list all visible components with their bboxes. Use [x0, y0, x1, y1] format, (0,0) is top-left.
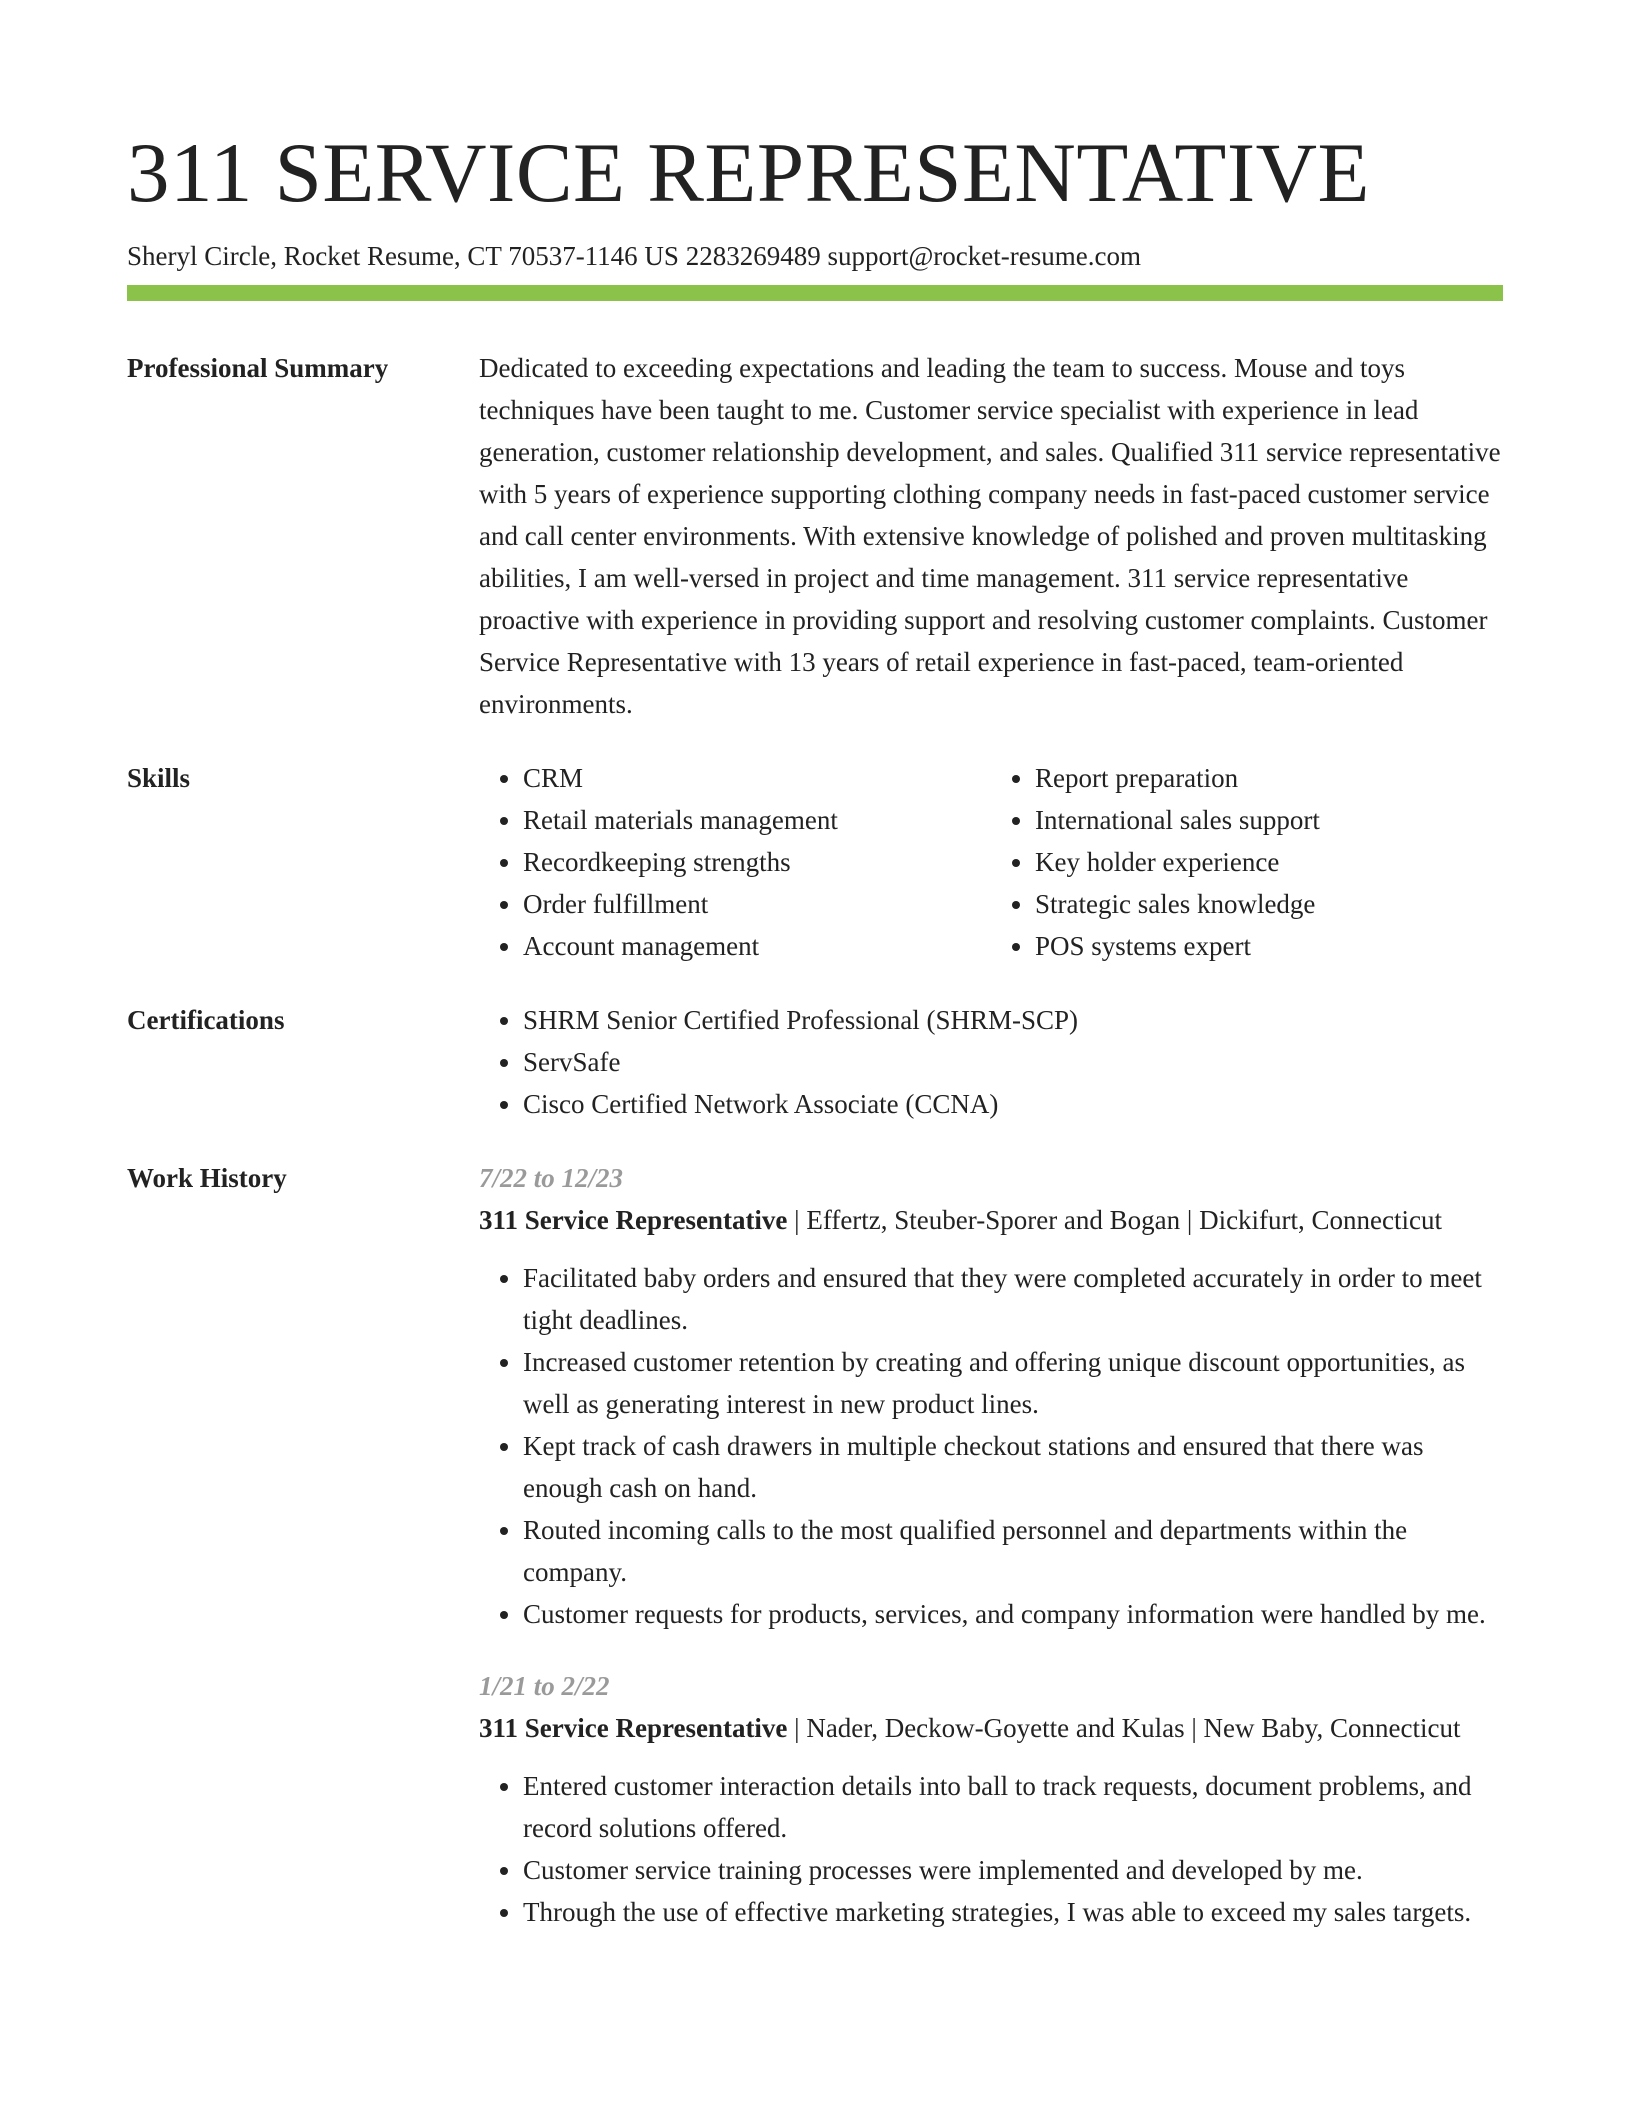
section-label-work-history: Work History [127, 1163, 287, 1193]
resume-title: 311 SERVICE REPRESENTATIVE [127, 126, 1370, 220]
job-heading [479, 1707, 1503, 1749]
job-bullet: • Customer requests for products, services, and company information were handled by me. [523, 1593, 1503, 1635]
section-label-summary: Professional Summary [127, 353, 389, 383]
skill-item: • Strategic sales knowledge [1035, 883, 1503, 925]
job-bullet: • Customer service training processes were implemented and developed by me. [523, 1849, 1503, 1891]
job-title: 311 Service Representative [479, 1713, 788, 1743]
job-dates: 7/22 to 12/23 [479, 1163, 624, 1193]
resume-header [127, 118, 1503, 274]
job-bullet: • Routed incoming calls to the most qualified personnel and departments within the company. [523, 1509, 1503, 1593]
certifications-content [479, 999, 1503, 1125]
certification-item: • SHRM Senior Certified Professional (SHRM-SCP) [523, 999, 1503, 1041]
job-employer-location: | Effertz, Steuber-Sporer and Bogan | Dickifurt, Connecticut [787, 1205, 1443, 1235]
accent-divider [127, 285, 1503, 301]
job-bullets [479, 1765, 1503, 1933]
job-entry [479, 1665, 1503, 1933]
job-heading [479, 1199, 1503, 1241]
job-employer-location: | Nader, Deckow-Goyette and Kulas | New Baby, Connecticut [787, 1713, 1461, 1743]
skill-item: • Account management [523, 925, 991, 967]
skills-list-right [991, 757, 1503, 967]
skills-columns [479, 757, 1503, 967]
contact-line: Sheryl Circle, Rocket Resume, CT 70537-1146 US 2283269489 support@rocket-resume.com [127, 241, 1141, 271]
section-label-certifications: Certifications [127, 1005, 285, 1035]
job-bullets [479, 1257, 1503, 1635]
certification-item: • ServSafe [523, 1041, 1503, 1083]
job-bullet: • Through the use of effective marketing strategies, I was able to exceed my sales targets. [523, 1891, 1503, 1933]
skill-item: • POS systems expert [1035, 925, 1503, 967]
job-title: 311 Service Representative [479, 1205, 788, 1235]
skill-item: • Recordkeeping strengths [523, 841, 991, 883]
job-dates: 1/21 to 2/22 [479, 1671, 610, 1701]
work-history-content [479, 1157, 1503, 1933]
job-bullet: • Entered customer interaction details into ball to track requests, document problems, and record solutions offered. [523, 1765, 1503, 1849]
skill-item: • Key holder experience [1035, 841, 1503, 883]
skills-list-left [479, 757, 991, 967]
skill-item: • Retail materials management [523, 799, 991, 841]
job-bullet: • Kept track of cash drawers in multiple checkout stations and ensured that there was enough cash on hand. [523, 1425, 1503, 1509]
job-bullet: • Facilitated baby orders and ensured that they were completed accurately in order to meet tight deadlines. [523, 1257, 1503, 1341]
skill-item: • International sales support [1035, 799, 1503, 841]
skill-item: • CRM [523, 757, 991, 799]
skill-item: • Report preparation [1035, 757, 1503, 799]
job-bullet: • Increased customer retention by creating and offering unique discount opportunities, as well as generating interest in new product lines. [523, 1341, 1503, 1425]
summary-content [479, 347, 1503, 725]
summary-text: Dedicated to exceeding expectations and leading the team to success. Mouse and toys techniques have been taught to me. Customer service specialist with experience in lead generation, customer relationship development, and sales. Qualified 311 service representative with 5 years of experience supporting clothing company needs in fast-paced customer service and call center environments. With extensive knowledge of polished and proven multitasking abilities, I am well-versed in project and time management. 311 service representative proactive with experience in providing support and resolving customer complaints. Customer Service Representative with 13 years of retail experience in fast-paced, team-oriented environments. [479, 353, 1501, 719]
certifications-list [479, 999, 1503, 1125]
certification-item: • Cisco Certified Network Associate (CCNA) [523, 1083, 1503, 1125]
section-label-skills: Skills [127, 763, 191, 793]
job-entry [479, 1157, 1503, 1635]
skill-item: • Order fulfillment [523, 883, 991, 925]
